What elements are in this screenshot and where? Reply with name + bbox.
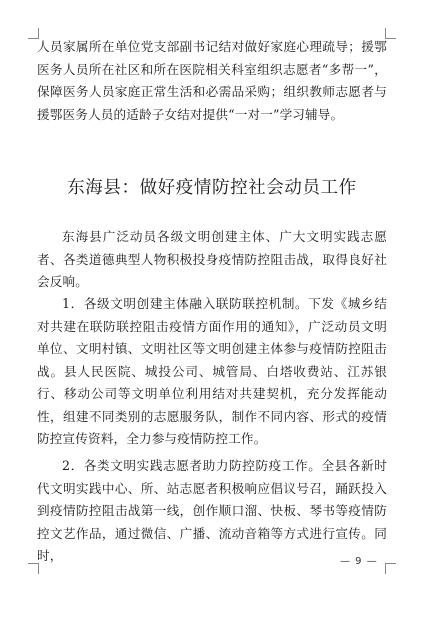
intro-paragraph: 东海县广泛动员各级文明创建主体、广大文明实践志愿者、各类道德典型人物积极投身疫情防控阻击战，取得良好社会反响。 [37, 229, 387, 289]
paragraph-1: 1．各级文明创建主体融入联防联控机制。下发《城乡结对共建在联防联控阻击疫情方面作用的通知》，广泛动员文明单位、文明村镇、文明社区等文明创建主体参与疫情防控阻击战。县人民医院、城投公司、城管局、白塔收费站、江苏银行、移动公司等文明单位利用结对共建契机，充分发挥能动性，组建不同类别的志愿服务队，制作不同内容、形式的疫情防控宣传资料，全力参与疫情防控工作。 [37, 296, 387, 446]
continued-paragraph: 人员家属所在单位党支部副书记结对做好家庭心理疏导；援鄂医务人员所在社区和所在医院相关科室组织志愿者“多帮一”，保障医务人员家庭正常生活和必需品采购；组织教师志愿者与援鄂医务人员的适龄子女结对提供“一对一”学习辅导。 [37, 39, 387, 122]
section-heading: 东海县：做好疫情防控社会动员工作 [67, 178, 357, 198]
paragraph-2: 2．各类文明实践志愿者助力防控防疫工作。全县各新时代文明实践中心、所、站志愿者积极响应倡议号召，踊跃投入到疫情防控阻击战第一线，创作顺口溜、快板、琴书等疫情防控文艺作品，通过微信、广播、流动音箱等方式进行宣传。同时， [37, 458, 387, 563]
page-number: — 9 — [340, 556, 378, 567]
